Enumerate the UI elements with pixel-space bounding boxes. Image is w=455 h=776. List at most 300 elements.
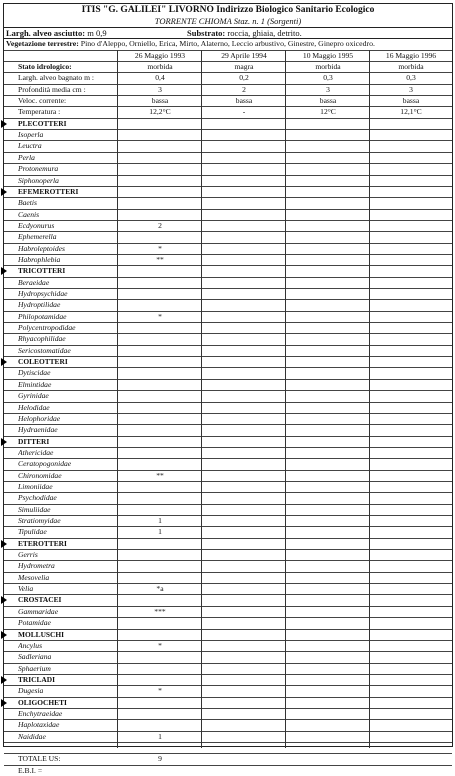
row-value [118, 164, 202, 174]
row-value [286, 732, 370, 742]
row-value [286, 232, 370, 242]
row-value: 3 [409, 84, 413, 94]
row-value [118, 675, 202, 685]
row-value [370, 664, 452, 674]
row-value [118, 391, 202, 401]
row-value [286, 141, 370, 151]
row-label: Ceratopogonidae [18, 459, 72, 469]
row-value [118, 414, 202, 424]
table-row [4, 152, 452, 163]
table-row [4, 606, 452, 617]
row-value [370, 278, 452, 288]
table-row [4, 95, 452, 106]
row-value: * [158, 311, 162, 321]
row-label: Leuctra [18, 141, 42, 151]
row-value [202, 357, 286, 367]
row-value [202, 698, 286, 708]
row-value [202, 561, 286, 571]
table-row [4, 492, 452, 503]
row-value [370, 743, 452, 753]
column-divider [285, 50, 286, 748]
table-row [4, 72, 452, 83]
row-value [202, 437, 286, 447]
row-label: PLECOTTERI [18, 118, 67, 128]
row-value [286, 527, 370, 537]
table-row [4, 731, 452, 742]
row-value [370, 141, 452, 151]
row-value: 3 [158, 84, 162, 94]
table-row [4, 379, 452, 390]
row-value [202, 607, 286, 617]
category-marker-icon [1, 676, 7, 684]
table-row [4, 288, 452, 299]
row-value [202, 164, 286, 174]
row-value [286, 266, 370, 276]
row-label [18, 743, 114, 753]
table-row [4, 481, 452, 492]
table-row [4, 129, 452, 140]
substrato-label: Substrato: [187, 28, 226, 38]
row-value [286, 561, 370, 571]
row-value [202, 380, 286, 390]
row-value [202, 448, 286, 458]
row-value [370, 493, 452, 503]
row-value [118, 380, 202, 390]
table-row [4, 277, 452, 288]
row-label: COLEOTTERI [18, 357, 68, 367]
row-value [370, 550, 452, 560]
row-value [286, 516, 370, 526]
row-value [370, 766, 452, 776]
table-row [4, 526, 452, 537]
row-label: Psychodidae [18, 493, 57, 503]
row-value [118, 539, 202, 549]
row-value [118, 130, 202, 140]
row-value [370, 448, 452, 458]
row-value [370, 187, 452, 197]
table-row [4, 220, 452, 231]
row-value [370, 403, 452, 413]
row-value [202, 539, 286, 549]
row-value [202, 573, 286, 583]
row-label: Hydroptilidae [18, 300, 61, 310]
table-row [4, 470, 452, 481]
table-row [4, 708, 452, 719]
row-value [202, 300, 286, 310]
row-value [286, 766, 370, 776]
table-row [4, 402, 452, 413]
row-value [202, 766, 286, 776]
row-value: *a [156, 584, 164, 594]
row-value [370, 561, 452, 571]
row-label: Caenis [18, 209, 40, 219]
row-value [118, 334, 202, 344]
row-value [370, 323, 452, 333]
row-value [202, 595, 286, 605]
row-value [118, 743, 202, 753]
row-value [286, 380, 370, 390]
row-value [370, 482, 452, 492]
row-label: Ecdyonurus [18, 220, 55, 230]
category-marker-icon [1, 699, 7, 707]
row-value [118, 482, 202, 492]
row-value [286, 550, 370, 560]
row-value [286, 754, 370, 764]
category-marker-icon [1, 596, 7, 604]
row-value [286, 584, 370, 594]
row-value [286, 221, 370, 231]
table-row [4, 583, 452, 594]
row-value [286, 698, 370, 708]
row-label: Hydrometra [18, 561, 55, 571]
row-value [202, 368, 286, 378]
category-row [4, 356, 452, 367]
row-value [286, 334, 370, 344]
table-row [4, 243, 452, 254]
row-label: Stato idrologico: [18, 62, 72, 71]
category-row [4, 538, 452, 549]
row-value: ** [156, 470, 164, 480]
row-value [118, 425, 202, 435]
row-value [286, 357, 370, 367]
row-value [286, 607, 370, 617]
row-value [118, 357, 202, 367]
table-row [4, 254, 452, 265]
row-label: Chironomidae [18, 470, 62, 480]
category-marker-icon [1, 358, 7, 366]
row-label: Profondità media cm : [18, 84, 86, 94]
row-value: morbida [315, 62, 341, 71]
table-row [4, 333, 452, 344]
row-value [370, 300, 452, 310]
date-1996: 16 Maggio 1996 [385, 51, 437, 60]
row-value: * [158, 243, 162, 253]
row-value [370, 595, 452, 605]
row-value [286, 153, 370, 163]
row-value: 0,2 [239, 73, 249, 83]
row-value [370, 153, 452, 163]
row-label: Sericostomatidae [18, 345, 71, 355]
table-row [4, 504, 452, 515]
row-value [202, 459, 286, 469]
row-value [286, 539, 370, 549]
row-value [202, 141, 286, 151]
row-value: 12°C [320, 107, 336, 117]
row-value: bassa [319, 96, 337, 106]
row-value [370, 698, 452, 708]
row-value [286, 210, 370, 220]
row-value [202, 255, 286, 265]
row-value [370, 505, 452, 515]
row-value [202, 119, 286, 129]
row-value [370, 652, 452, 662]
row-value [370, 754, 452, 764]
row-label: Athericidae [18, 447, 54, 457]
row-value [202, 720, 286, 730]
row-value [118, 550, 202, 560]
row-value [370, 437, 452, 447]
row-value [370, 539, 452, 549]
row-value [286, 289, 370, 299]
row-value [286, 482, 370, 492]
date-1995: 10 Maggio 1995 [302, 51, 354, 60]
row-value [370, 289, 452, 299]
row-value: 2 [242, 84, 246, 94]
row-value [370, 573, 452, 583]
row-label: Gyrinidae [18, 391, 49, 401]
row-label: OLIGOCHETI [18, 697, 67, 707]
row-value [202, 187, 286, 197]
row-label: TRICOTTERI [18, 266, 66, 276]
row-value [202, 709, 286, 719]
table-row [4, 651, 452, 662]
table-row [4, 549, 452, 560]
row-value: * [158, 640, 162, 650]
row-label: Veloc. corrente: [18, 96, 67, 106]
row-value [202, 732, 286, 742]
row-value: morbida [147, 62, 173, 71]
row-value [202, 516, 286, 526]
row-value [202, 664, 286, 674]
row-value [202, 198, 286, 208]
row-label: Simuliidae [18, 504, 51, 514]
row-value [370, 675, 452, 685]
row-value [202, 550, 286, 560]
row-value [118, 630, 202, 640]
substrato-info [187, 28, 302, 38]
asciutto-label: Largh. alveo asciutto: [6, 28, 86, 38]
row-label: Stratiomyidae [18, 516, 61, 525]
row-value [286, 720, 370, 730]
row-value [286, 312, 370, 322]
row-value [118, 652, 202, 662]
category-marker-icon [1, 188, 7, 196]
row-label: Baetis [18, 198, 37, 208]
row-value [370, 346, 452, 356]
row-value [370, 221, 452, 231]
row-value: 1 [158, 516, 162, 525]
row-value [286, 323, 370, 333]
table-row [4, 106, 452, 117]
row-value [286, 391, 370, 401]
row-value: 0,3 [323, 73, 333, 83]
row-value: - [242, 107, 246, 117]
row-value [202, 266, 286, 276]
row-value [286, 743, 370, 753]
category-row [4, 594, 452, 605]
row-value [370, 607, 452, 617]
row-label: CROSTACEI [18, 595, 62, 605]
row-value [118, 493, 202, 503]
row-value [118, 595, 202, 605]
row-value: 1 [158, 527, 162, 537]
row-label: Philopotamidae [18, 311, 67, 321]
row-value [118, 346, 202, 356]
row-value [202, 403, 286, 413]
row-label: Protonemura [18, 164, 59, 174]
category-row [4, 118, 452, 129]
row-value [370, 266, 452, 276]
row-value [370, 584, 452, 594]
row-label: Elmintidae [18, 379, 52, 389]
row-value [286, 130, 370, 140]
asciutto-value: m 0,9 [87, 28, 107, 38]
row-value [286, 119, 370, 129]
column-divider [201, 50, 202, 748]
row-value [286, 618, 370, 628]
row-label: Velia [18, 584, 34, 594]
row-label: Hydropsychidae [18, 289, 68, 298]
row-value [202, 232, 286, 242]
category-row [4, 629, 452, 640]
table-row [4, 175, 452, 186]
data-sheet [3, 3, 453, 775]
row-label: Largh. alveo bagnato m : [18, 73, 94, 83]
row-value [118, 698, 202, 708]
row-value [286, 300, 370, 310]
column-divider [117, 50, 118, 748]
row-value [202, 210, 286, 220]
table-row [4, 663, 452, 674]
row-value [286, 425, 370, 435]
row-value [370, 527, 452, 537]
row-value [286, 448, 370, 458]
table-row [4, 390, 452, 401]
row-value [202, 244, 286, 254]
row-value [202, 346, 286, 356]
table-row [4, 367, 452, 378]
row-value [118, 505, 202, 515]
category-row [4, 697, 452, 708]
row-label: E.B.I. = [18, 765, 43, 775]
row-value [202, 414, 286, 424]
row-value [370, 516, 452, 526]
row-value [118, 210, 202, 220]
row-label: Dytiscidae [18, 368, 51, 378]
row-label: Habrophlebia [18, 254, 61, 264]
row-label: Ancylus [18, 640, 43, 650]
row-value [118, 300, 202, 310]
category-row [4, 186, 452, 197]
row-value [118, 561, 202, 571]
row-value [370, 618, 452, 628]
row-value [286, 595, 370, 605]
row-value [118, 403, 202, 413]
row-value [286, 403, 370, 413]
row-label: MOLLUSCHI [18, 629, 64, 639]
row-value [286, 459, 370, 469]
row-value [286, 346, 370, 356]
row-value [202, 278, 286, 288]
row-value [202, 630, 286, 640]
row-value [370, 732, 452, 742]
row-value [286, 368, 370, 378]
row-value [118, 368, 202, 378]
category-marker-icon [1, 120, 7, 128]
table-row [4, 311, 452, 322]
row-label: Haplotaxidae [18, 720, 60, 730]
row-value: morbida [398, 62, 424, 71]
row-value [370, 244, 452, 254]
table-row [4, 560, 452, 571]
sheet-title: ITIS "G. GALILEI" LIVORNO Indirizzo Biologico Sanitario Ecologico [81, 5, 375, 15]
row-value [202, 584, 286, 594]
row-label: Potamidae [18, 618, 51, 628]
row-value [202, 289, 286, 299]
row-label: Limoniidae [18, 481, 53, 491]
row-value [202, 391, 286, 401]
category-marker-icon [1, 631, 7, 639]
table-row [4, 447, 452, 458]
row-value [286, 573, 370, 583]
table-row [4, 572, 452, 583]
row-value [286, 244, 370, 254]
row-value [202, 130, 286, 140]
table-row [4, 61, 452, 72]
row-value [370, 198, 452, 208]
row-label: Dugesia [18, 686, 44, 696]
row-value [286, 675, 370, 685]
row-value [118, 141, 202, 151]
row-value [370, 471, 452, 481]
row-label: ETEROTTERI [18, 538, 67, 548]
category-row [4, 265, 452, 276]
row-value [370, 459, 452, 469]
row-value [370, 414, 452, 424]
category-row [4, 436, 452, 447]
row-value [118, 266, 202, 276]
row-value [286, 630, 370, 640]
table-row [4, 458, 452, 469]
row-value [118, 176, 202, 186]
row-value [202, 334, 286, 344]
row-value [202, 618, 286, 628]
row-value [202, 176, 286, 186]
table-row [4, 413, 452, 424]
row-value [202, 221, 286, 231]
row-value: 2 [158, 220, 162, 230]
row-label: TOTALE US: [18, 754, 61, 764]
table-row [4, 163, 452, 174]
date-header-row [4, 50, 452, 61]
row-value [370, 255, 452, 265]
row-value [370, 312, 452, 322]
row-value [202, 652, 286, 662]
table-row [4, 322, 452, 333]
substrato-value: roccia, ghiaia, detrito. [227, 28, 302, 38]
row-value: * [158, 686, 162, 696]
row-value [118, 720, 202, 730]
row-value [118, 618, 202, 628]
row-label: Sphaerium [18, 663, 51, 673]
column-divider [369, 50, 370, 748]
row-value [118, 437, 202, 447]
row-label: Helodidae [18, 402, 50, 412]
row-value [370, 334, 452, 344]
vegetazione-label: Vegetazione terrestre: [6, 39, 79, 48]
row-value [370, 686, 452, 696]
table-row [4, 640, 452, 651]
row-value [202, 493, 286, 503]
row-value [202, 425, 286, 435]
table-row [4, 84, 452, 95]
table-row [4, 742, 452, 753]
row-value [370, 232, 452, 242]
table-row [4, 515, 452, 526]
category-row [4, 674, 452, 685]
row-value [118, 459, 202, 469]
row-value [370, 368, 452, 378]
